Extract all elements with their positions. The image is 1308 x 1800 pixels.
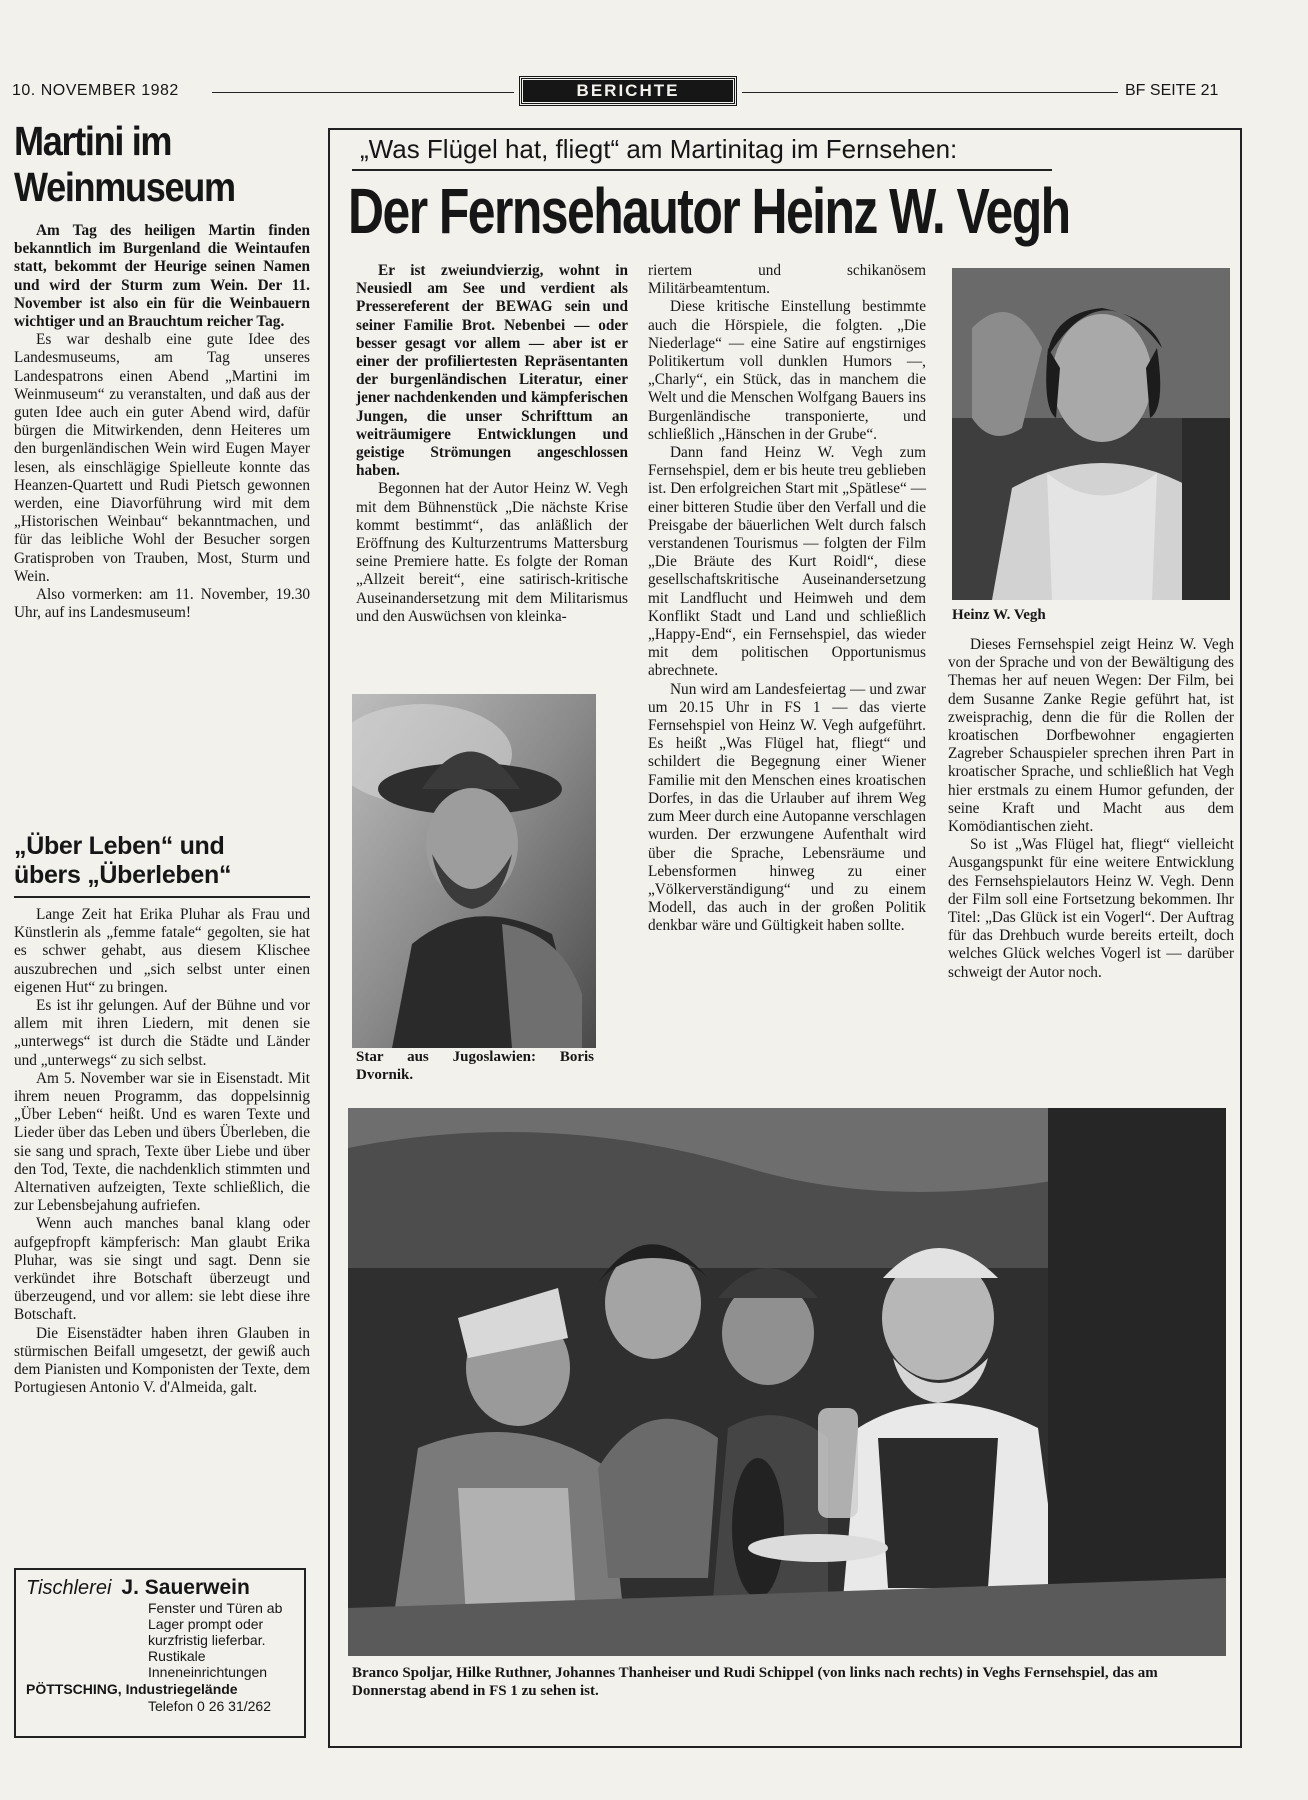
photo-film-scene-image [348,1108,1226,1656]
kicker-rule [352,169,1052,171]
main-lead: Er ist zweiundvierzig, wohnt in Neusiedl am See und verdient als Pressereferent der BEWAG sein und seiner Familie Brot. Nebenbei — oder besser gesagt vor allem — aber ist er einer der profiliertesten Repräsentanten der burgenländischen Literatur, einer jener nachdenkenden und kämpferischen Jungen, die unser Schrifttum an weiträumigere Entwicklungen und geistige Strömungen angeschlossen haben. [356,262,628,480]
pluhar-article [14,906,310,1397]
photo-boris-dvornik-image [352,694,596,1048]
ad-location-area: Industriegelände [125,1681,238,1697]
caption-film-scene: Branco Spoljar, Hilke Ruthner, Johannes Thanheiser und Rudi Schippel (von links nach rechts) in Veghs Fernsehspiel, das am Donnerstag abend in FS 1 zu sehen ist. [352,1665,1158,1699]
pluhar-headline [14,832,314,890]
main-paragraph: Dann fand Heinz W. Vegh zum Fernsehspiel, dem er bis heute treu geblieben ist. Den erfolgreichen Start mit „Spätlese“ — einer bitteren Studie über den Verfall und die Preisgabe der bäuerlichen Welt durch falsch verstandenen Tourismus — folgten der Film „Die Bräute des Kurt Roidl“, diese gesellschaftskritische Auseinandersetzung mit Landflucht und Heimweh und dem Konflikt Stadt und Land und schließlich „Happy-End“, ein Fernsehspiel, das wieder mit dem politischen Opportunismus abrechnete. [648,444,926,680]
header-rule-left [212,92,514,93]
page-number: BF SEITE 21 [1125,82,1219,99]
photo-heinz-vegh [952,268,1230,600]
main-paragraph: Begonnen hat der Autor Heinz W. Vegh mit dem Bühnenstück „Die nächste Krise kommt bestimmt“, das anläßlich der Eröffnung des Kulturzentrums Mattersburg seine Premiere hatte. Es folgte der Roman „Allzeit bereit“, eine satirisch-kritische Auseinandersetzung mit dem Militarismus und den Auswüchsen von kleinka- [356,480,628,625]
caption-boris-dvornik: Star aus Jugoslawien: Boris Dvornik. [356,1049,594,1083]
martini-lead: Am Tag des heiligen Martin finden bekanntlich im Burgenland die Weintaufen statt, bekommt der Heurige seinen Namen und wird der Sturm zum Wein. Der 11. November ist also ein für die Weinbauern wichtiger und an Brauchtum reicher Tag. [14,222,310,331]
advertisement-tischlerei [14,1568,306,1738]
photo-heinz-vegh-image [952,268,1230,600]
issue-date: 10. NOVEMBER 1982 [12,82,179,99]
caption-heinz-vegh: Heinz W. Vegh [952,607,1046,623]
main-column-1 [356,262,628,626]
section-label: BERICHTE [520,77,736,105]
pluhar-headline-line2: übers „Überleben“ [14,861,232,889]
ad-phone: Telefon 0 26 31/262 [148,1698,271,1714]
pluhar-paragraph: Am 5. November war sie in Eisenstadt. Mit ihrem neuen Programm, das doppelsinnig „Über Leben“ heißt. Und es waren Texte und Lieder über das Leben und übers Überleben, die sie sang und sprach, Texte über Liebe und über den Tod, Texte, die nachdenklich stimmten und Alternativen aufzeigten, Texte schließlich, die zur Lebensbejahung aufriefen. [14,1069,310,1215]
main-kicker: „Was Flügel hat, fliegt“ am Martinitag im Fernsehen: [360,134,958,164]
main-column-2 [648,262,926,936]
main-column-3 [948,636,1234,982]
ad-name: J. Sauerwein [121,1576,250,1599]
pluhar-paragraph: Die Eisenstädter haben ihren Glauben in stürmischen Beifall umgesetzt, der gewiß auch dem Pianisten und Komponisten der Texte, dem Portugiesen Antonio V. d'Almeida, galt. [14,1324,310,1397]
main-paragraph: Diese kritische Einstellung bestimmte auch die Hörspiele, die folgten. „Die Niederlage“ — eine Satire auf engstirniges Politikertum voll dunklen Humors —, „Charly“, ein Stück, das in manchem die Welt und die Menschen Wolfgang Bauers ins Burgenländische transponierte, und schließlich „Hänschen in der Grube“. [648,298,926,443]
ad-location-town: PÖTTSCHING, [26,1681,122,1697]
pluhar-paragraph: Wenn auch manches banal klang oder aufgepfropft kämpferisch: Man glaubt Erika Pluhar, was sie singt und sagt. Denn sie verkündet ihre Botschaft überzeugt und überzeugend, und vor allem: sie lebt diese ihre Botschaft. [14,1215,310,1324]
ad-title [26,1576,294,1600]
pluhar-headline-rule [14,896,310,898]
header-rule-right [742,92,1118,93]
martini-headline-line2: Weinmuseum [14,164,235,210]
ad-text: Fenster und Türen ab Lager prompt oder kurzfristig lieferbar. Rustikale Inneneinrichtungen [148,1600,283,1680]
main-paragraph: Dieses Fernsehspiel zeigt Heinz W. Vegh von der Sprache und von der Bewältigung des Themas her auf neuen Wegen: Der Film, bei dem Susanne Zanke Regie geführt hat, ist zweisprachig, denn die für die Rollen der kroatischen Dorfbewohner engagierten Zagreber Schauspieler sprechen ihren Part in kroatischer Sprache, und schließlich hat Vegh hier erstmals zu einem Humor gefunden, der seine Kraft und Macht aus dem Komödiantischen zieht. [948,636,1234,836]
martini-paragraph: Also vormerken: am 11. November, 19.30 Uhr, auf ins Landesmuseum! [14,586,310,622]
martini-headline [14,118,278,210]
main-paragraph: riertem und schikanösem Militärbeamtentum. [648,262,926,298]
main-paragraph: Nun wird am Landesfeiertag — und zwar um 20.15 Uhr in FS 1 — das vierte Fernsehspiel von Heinz W. Vegh aufgeführt. Es heißt „Was Flügel hat, fliegt“ und schildert die Begegnung einer Wiener Familie mit den Menschen eines kroatischen Dorfes, in das die Urlauber auf ihrem Weg zum Meer durch eine Autopanne verschlagen wurden. Der erzwungene Aufenthalt wird über die Sprache, Lebensräume und Lebensformen hinweg zu einer „Völkerverständigung“ und zu einem Modell, das auch in der großen Politik denkbar wäre und Gültigkeit haben sollte. [648,680,926,935]
photo-film-scene [348,1108,1226,1656]
pluhar-headline-line1: „Über Leben“ und [14,832,225,860]
pluhar-paragraph: Es ist ihr gelungen. Auf der Bühne und vor allem mit ihren Liedern, mit denen sie „unterwegs“ ist durch die Städte und Länder und „unterwegs“ zu sich selbst. [14,997,310,1069]
ad-location [26,1681,294,1698]
main-paragraph: So ist „Was Flügel hat, fliegt“ vielleicht Ausgangspunkt für eine weitere Entwicklung des Fernsehspielautors Heinz W. Vegh. Denn der Film soll eine Fortsetzung bekommen. Ihr Titel: „Das Glück ist ein Vogerl“. Der Auftrag für das Drehbuch wurde bereits erteilt, doch welches Glück welches Vogerl ist — darüber schweigt der Autor noch. [948,836,1234,981]
ad-company: Tischlerei [26,1577,112,1599]
photo-boris-dvornik [352,694,596,1048]
pluhar-paragraph: Lange Zeit hat Erika Pluhar als Frau und Künstlerin als „femme fatale“ gegolten, sie hat es schwer gehabt, aus diesem Klischee auszubrechen und „sich selbst unter einen eigenen Hut“ zu bringen. [14,906,310,996]
main-headline: Der Fernsehautor Heinz W. Vegh [348,175,1070,247]
martini-paragraph: Es war deshalb eine gute Idee des Landesmuseums, am Tag unseres Landespatrons einen Abend „Martini im Weinmuseum“ zu veranstalten, und daß aus der guten Idee auch ein guter Abend wird, dafür bürgen die Mitwirkenden, denn Heiteres um den burgenländischen Wein wird Eugen Mayer lesen, als einschlägige Spielleute konnte das Heanzen-Quartett und Rudi Pietsch gewonnen werden, eine Diavorführung wird mit dem „Historischen Weinbau“ bekanntmachen, und für das leibliche Wohl der Besucher sorgen Gratisproben von Trauben, Most, Sturm und Wein. [14,331,310,585]
martini-article [14,222,310,622]
martini-headline-line1: Martini im [14,118,172,164]
